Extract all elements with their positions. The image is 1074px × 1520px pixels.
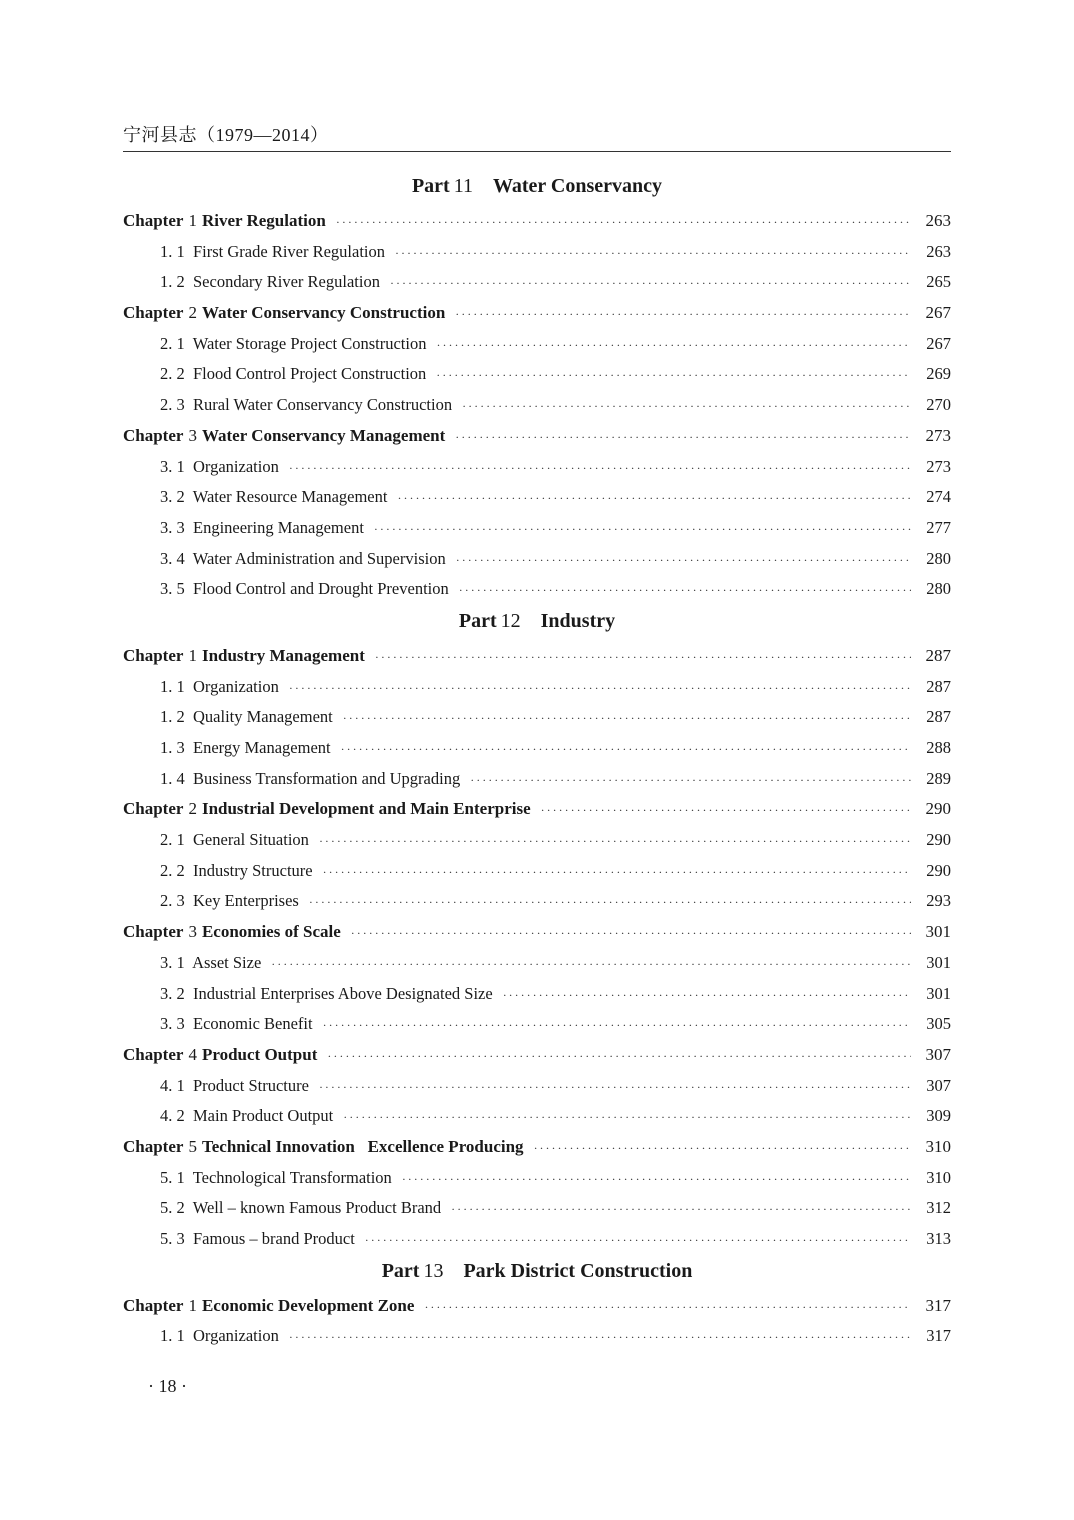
entry-page-number: 287 xyxy=(925,645,951,665)
dot-leader xyxy=(424,1292,911,1322)
entry-page-number: 273 xyxy=(925,425,951,445)
entry-label xyxy=(123,206,336,236)
entry-page-number: 305 xyxy=(926,1014,951,1034)
toc-section-entry[interactable] xyxy=(123,267,951,298)
dot-leader xyxy=(336,207,911,237)
toc-section-entry[interactable] xyxy=(123,574,951,605)
page-number: · 18 · xyxy=(148,1376,187,1396)
entry-label: 5. 1 Technological Transformation xyxy=(160,1167,392,1187)
part-word: Part xyxy=(458,609,497,632)
dot-leader xyxy=(365,1225,911,1255)
toc-section-entry[interactable] xyxy=(123,1009,951,1040)
entry-label: 4. 2 Main Product Output xyxy=(160,1106,334,1126)
chapter-number: 3 xyxy=(188,922,197,942)
entry-page-number: 288 xyxy=(926,738,951,757)
dot-leader xyxy=(323,1010,911,1040)
entry-label: 1. 3 Energy Management xyxy=(160,738,331,757)
entry-page-number: 269 xyxy=(926,364,951,384)
toc-section-entry[interactable] xyxy=(123,452,951,483)
dot-leader xyxy=(541,795,911,825)
entry-page-number: 301 xyxy=(926,952,951,972)
entry-label: 3. 2 Industrial Enterprises Above Designated Size xyxy=(160,983,493,1003)
toc-section-entry[interactable] xyxy=(123,1071,951,1102)
chapter-word: Chapter xyxy=(123,922,184,942)
entry-label: 2. 1 General Situation xyxy=(160,830,309,850)
entry-page-number: 307 xyxy=(926,1075,951,1095)
entry-label: 1. 1 Organization xyxy=(160,1326,279,1346)
toc-section-entry[interactable] xyxy=(123,482,951,513)
toc-section-entry[interactable] xyxy=(123,702,951,733)
dot-leader xyxy=(289,453,911,483)
part-name: Industry xyxy=(540,609,616,632)
chapter-word: Chapter xyxy=(123,799,184,819)
chapter-title: Water Conservancy Management xyxy=(201,425,446,445)
toc-chapter-entry[interactable] xyxy=(123,641,951,672)
entry-page-number: 307 xyxy=(925,1044,951,1064)
dot-leader xyxy=(289,1322,911,1352)
entry-label: 3. 4 Water Administration and Supervision xyxy=(160,548,446,568)
toc-chapter-entry[interactable] xyxy=(123,1291,951,1322)
entry-label: 1. 2 Secondary River Regulation xyxy=(160,272,380,292)
entry-label: 3. 3 Engineering Management xyxy=(160,517,364,537)
dot-leader xyxy=(319,826,911,856)
entry-label xyxy=(123,421,455,451)
chapter-title: Product Output xyxy=(201,1044,318,1064)
chapter-title: Industry Management xyxy=(201,645,365,665)
entry-page-number: 287 xyxy=(926,707,951,727)
entry-label xyxy=(123,298,455,328)
entry-page-number: 273 xyxy=(926,456,951,476)
dot-leader xyxy=(436,360,911,390)
chapter-title: Water Conservancy Construction xyxy=(201,303,446,323)
chapter-number: 3 xyxy=(188,425,197,445)
entry-page-number: 310 xyxy=(926,1167,951,1187)
toc-section-entry[interactable] xyxy=(123,825,951,856)
part-title xyxy=(123,605,951,641)
chapter-number: 4 xyxy=(188,1044,197,1064)
entry-page-number: 280 xyxy=(926,579,951,599)
entry-page-number: 309 xyxy=(926,1106,951,1126)
toc-chapter-entry[interactable] xyxy=(123,206,951,237)
entry-label: 3. 2 Water Resource Management xyxy=(160,487,388,507)
part-number: 13 xyxy=(423,1259,444,1282)
toc-section-entry[interactable] xyxy=(123,733,951,764)
entry-label: 3. 1 Asset Size xyxy=(160,952,262,972)
entry-page-number: 312 xyxy=(926,1198,951,1218)
toc-chapter-entry[interactable] xyxy=(123,421,951,452)
running-header: 宁河县志（1979—2014） xyxy=(123,125,329,145)
toc-chapter-entry[interactable] xyxy=(123,298,951,329)
toc-section-entry[interactable] xyxy=(123,1101,951,1132)
toc-section-entry[interactable] xyxy=(123,948,951,979)
entry-label: 3. 3 Economic Benefit xyxy=(160,1014,313,1034)
dot-leader xyxy=(289,673,911,703)
toc-section-entry[interactable] xyxy=(123,237,951,268)
entry-label: 1. 2 Quality Management xyxy=(160,707,333,727)
chapter-number: 2 xyxy=(188,799,197,819)
dot-leader xyxy=(534,1133,911,1163)
chapter-number: 1 xyxy=(188,645,197,665)
dot-leader xyxy=(402,1164,911,1194)
entry-label xyxy=(123,917,351,947)
entry-label xyxy=(123,1040,327,1070)
toc-section-entry[interactable] xyxy=(123,359,951,390)
chapter-number: 1 xyxy=(188,211,197,230)
toc-chapter-entry[interactable] xyxy=(123,1132,951,1163)
entry-page-number: 263 xyxy=(925,211,951,230)
chapter-number: 1 xyxy=(188,1295,197,1315)
entry-page-number: 290 xyxy=(925,799,951,819)
entry-label: 3. 5 Flood Control and Drought Prevention xyxy=(160,579,449,599)
chapter-title: Economies of Scale xyxy=(201,922,341,942)
dot-leader xyxy=(459,575,911,605)
chapter-word: Chapter xyxy=(123,211,184,230)
entry-page-number: 290 xyxy=(926,860,951,880)
entry-label xyxy=(123,1291,424,1321)
entry-page-number: 301 xyxy=(925,922,951,942)
toc-section-entry[interactable] xyxy=(123,1163,951,1194)
entry-page-number: 277 xyxy=(926,517,951,537)
dot-leader xyxy=(341,734,911,764)
part-word: Part xyxy=(381,1259,420,1282)
dot-leader xyxy=(271,949,911,979)
part-number: 11 xyxy=(453,175,473,197)
entry-label: 1. 4 Business Transformation and Upgrading xyxy=(160,768,461,788)
chapter-word: Chapter xyxy=(123,645,184,665)
chapter-number: 2 xyxy=(188,303,197,323)
entry-label xyxy=(123,794,541,824)
entry-label: 4. 1 Product Structure xyxy=(160,1075,309,1095)
toc-section-entry[interactable] xyxy=(123,979,951,1010)
entry-page-number: 267 xyxy=(926,333,951,353)
entry-label: 2. 1 Water Storage Project Construction xyxy=(160,333,427,353)
entry-page-number: 267 xyxy=(925,303,951,323)
chapter-word: Chapter xyxy=(123,1044,184,1064)
chapter-title: Economic Development Zone xyxy=(201,1295,415,1315)
part-title xyxy=(123,170,951,206)
entry-label: 2. 2 Industry Structure xyxy=(160,860,313,880)
dot-leader xyxy=(327,1041,911,1071)
entry-label: 5. 3 Famous – brand Product xyxy=(160,1229,355,1248)
entry-label xyxy=(123,641,375,671)
dot-leader xyxy=(390,268,911,298)
entry-page-number: 280 xyxy=(926,548,951,568)
chapter-title: River Regulation xyxy=(201,211,326,230)
dot-leader xyxy=(436,330,911,360)
entry-page-number: 317 xyxy=(926,1326,951,1346)
dot-leader xyxy=(351,918,911,948)
toc-section-entry[interactable] xyxy=(123,390,951,421)
header-rule xyxy=(123,151,951,152)
table-of-contents xyxy=(123,170,951,1352)
toc-section-entry[interactable] xyxy=(123,764,951,795)
chapter-word: Chapter xyxy=(123,1136,184,1156)
chapter-number: 5 xyxy=(188,1136,197,1156)
dot-leader xyxy=(470,765,911,795)
entry-label: 5. 2 Well – known Famous Product Brand xyxy=(160,1198,442,1218)
dot-leader xyxy=(397,483,911,513)
entry-page-number: 270 xyxy=(926,395,951,415)
toc-chapter-entry[interactable] xyxy=(123,1040,951,1071)
dot-leader xyxy=(455,422,911,452)
dot-leader xyxy=(343,703,911,733)
toc-section-entry[interactable] xyxy=(123,544,951,575)
chapter-word: Chapter xyxy=(123,1295,184,1315)
chapter-title: Technical Innovation Excellence Producing xyxy=(201,1136,524,1156)
toc-chapter-entry[interactable] xyxy=(123,917,951,948)
toc-section-entry[interactable] xyxy=(123,672,951,703)
dot-leader xyxy=(343,1102,911,1132)
chapter-word: Chapter xyxy=(123,425,184,445)
part-title xyxy=(123,1255,951,1291)
dot-leader xyxy=(503,980,911,1010)
dot-leader xyxy=(455,299,911,329)
chapter-title: Industrial Development and Main Enterprise xyxy=(201,799,531,819)
dot-leader xyxy=(395,238,911,268)
dot-leader xyxy=(456,545,911,575)
entry-label: 2. 3 Rural Water Conservancy Construction xyxy=(160,395,453,415)
entry-label xyxy=(123,1132,534,1162)
part-name: Park District Construction xyxy=(463,1259,693,1282)
dot-leader xyxy=(319,1072,911,1102)
entry-page-number: 301 xyxy=(926,983,951,1003)
toc-section-entry[interactable] xyxy=(123,1321,951,1352)
dot-leader xyxy=(323,857,911,887)
entry-page-number: 263 xyxy=(926,241,951,261)
entry-page-number: 265 xyxy=(926,272,951,292)
entry-page-number: 289 xyxy=(926,768,951,788)
entry-label: 2. 2 Flood Control Project Construction xyxy=(160,364,427,384)
toc-section-entry[interactable] xyxy=(123,1224,951,1255)
toc-section-entry[interactable] xyxy=(123,1193,951,1224)
entry-page-number: 274 xyxy=(926,487,951,507)
toc-section-entry[interactable] xyxy=(123,329,951,360)
toc-section-entry[interactable] xyxy=(123,856,951,887)
entry-label: 1. 1 First Grade River Regulation xyxy=(160,241,386,261)
entry-page-number: 293 xyxy=(926,891,951,911)
dot-leader xyxy=(375,642,911,672)
entry-label: 3. 1 Organization xyxy=(160,456,279,476)
toc-chapter-entry[interactable] xyxy=(123,794,951,825)
dot-leader xyxy=(451,1194,911,1224)
entry-page-number: 310 xyxy=(925,1136,951,1156)
entry-page-number: 313 xyxy=(926,1229,951,1248)
entry-page-number: 317 xyxy=(925,1295,951,1315)
entry-page-number: 287 xyxy=(926,676,951,696)
entry-label: 2. 3 Key Enterprises xyxy=(160,891,299,911)
part-name: Water Conservancy xyxy=(492,175,663,197)
part-number: 12 xyxy=(500,609,521,632)
toc-section-entry[interactable] xyxy=(123,886,951,917)
chapter-word: Chapter xyxy=(123,303,184,323)
part-word: Part xyxy=(411,175,450,197)
dot-leader xyxy=(309,887,911,917)
entry-page-number: 290 xyxy=(926,830,951,850)
dot-leader xyxy=(462,391,911,421)
toc-section-entry[interactable] xyxy=(123,513,951,544)
dot-leader xyxy=(374,514,911,544)
entry-label: 1. 1 Organization xyxy=(160,676,279,696)
